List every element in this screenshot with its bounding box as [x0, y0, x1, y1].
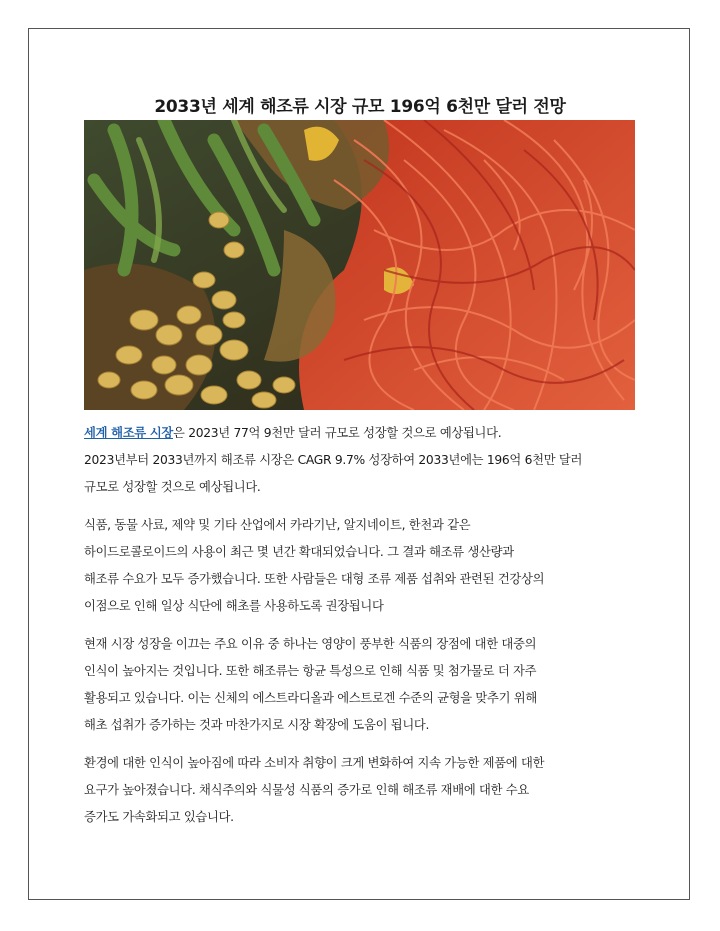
seaweed-photo: [84, 120, 635, 410]
seaweed-market-link[interactable]: 세계 해조류 시장: [84, 426, 174, 440]
article-body: [84, 420, 644, 842]
page-title: 2033년 세계 해조류 시장 규모 196억 6천만 달러 전망: [154, 97, 566, 117]
paragraph-line: 해초 섭취가 증가하는 것과 마찬가지로 시장 확장에 도움이 됩니다.: [84, 718, 430, 732]
paragraph-line: 규모로 성장할 것으로 예상됩니다.: [84, 480, 261, 494]
paragraph-line: 해조류 수요가 모두 증가했습니다. 또한 사람들은 대형 조류 제품 섭취와 관련된 건강상의: [84, 572, 545, 586]
paragraph-line: 환경에 대한 인식이 높아짐에 따라 소비자 취향이 크게 변화하여 지속 가능한 제품에 대한: [84, 756, 545, 770]
paragraph-3: [84, 631, 644, 739]
paragraph-line: 식품, 동물 사료, 제약 및 기타 산업에서 카라기난, 알지네이트, 한천과 같은: [84, 518, 471, 532]
paragraph-line: 2023년부터 2033년까지 해조류 시장은 CAGR 9.7% 성장하여 2033년에는 196억 6천만 달러: [84, 453, 583, 467]
paragraph-line: 은 2023년 77억 9천만 달러 규모로 성장할 것으로 예상됩니다.: [173, 426, 502, 440]
paragraph-line: 하이드로콜로이드의 사용이 최근 몇 년간 확대되었습니다. 그 결과 해조류 생산량과: [84, 545, 514, 559]
paragraph-line: 현재 시장 성장을 이끄는 주요 이유 중 하나는 영양이 풍부한 식품의 장점에 대한 대중의: [84, 637, 537, 651]
paragraph-line: 이점으로 인해 일상 식단에 해초를 사용하도록 권장됩니다: [84, 599, 384, 613]
paragraph-line: 인식이 높아지는 것입니다. 또한 해조류는 항균 특성으로 인해 식품 및 첨가물로 더 자주: [84, 664, 537, 678]
paragraph-line: 증가도 가속화되고 있습니다.: [84, 810, 234, 824]
paragraph-2: [84, 512, 644, 620]
paragraph-line: 활용되고 있습니다. 이는 신체의 에스트라디올과 에스트로겐 수준의 균형을 맞추기 위해: [84, 691, 537, 705]
paragraph-1: [84, 420, 644, 501]
paragraph-4: [84, 750, 644, 831]
paragraph-line: 요구가 높아졌습니다. 채식주의와 식물성 식품의 증가로 인해 해조류 재배에 대한 수요: [84, 783, 529, 797]
